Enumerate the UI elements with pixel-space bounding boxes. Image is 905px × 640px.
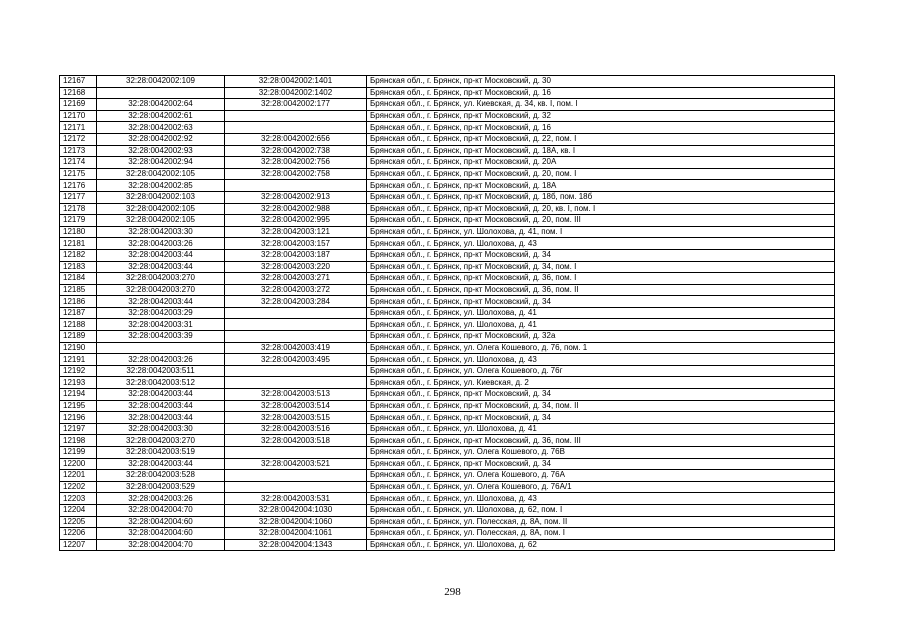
building-number-cell — [225, 365, 367, 377]
address-cell: Брянская обл., г. Брянск, пр-кт Московский, д. 20, пом. III — [367, 215, 835, 227]
table-row — [60, 273, 835, 285]
table-row — [60, 470, 835, 482]
building-number-cell: 32:28:0042002:988 — [225, 203, 367, 215]
address-cell: Брянская обл., г. Брянск, пр-кт Московский, д. 36, пом. III — [367, 435, 835, 447]
building-number-cell: 32:28:0042003:513 — [225, 389, 367, 401]
building-number-cell: 32:28:0042002:758 — [225, 168, 367, 180]
address-cell: Брянская обл., г. Брянск, ул. Олега Кошевого, д. 76, пом. 1 — [367, 342, 835, 354]
address-cell: Брянская обл., г. Брянск, ул. Шолохова, д. 43 — [367, 493, 835, 505]
record-number-cell: 12204 — [60, 504, 97, 516]
record-number-cell: 12171 — [60, 122, 97, 134]
address-cell: Брянская обл., г. Брянск, ул. Полесская, д. 8А, пом. II — [367, 516, 835, 528]
table-row — [60, 400, 835, 412]
address-cell: Брянская обл., г. Брянск, пр-кт Московский, д. 34 — [367, 389, 835, 401]
record-number-cell: 12180 — [60, 226, 97, 238]
building-number-cell: 32:28:0042002:913 — [225, 191, 367, 203]
record-number-cell: 12196 — [60, 412, 97, 424]
building-number-cell: 32:28:0042003:271 — [225, 273, 367, 285]
record-number-cell: 12169 — [60, 99, 97, 111]
building-number-cell — [225, 447, 367, 459]
address-cell: Брянская обл., г. Брянск, пр-кт Московский, д. 32 — [367, 110, 835, 122]
table-row — [60, 354, 835, 366]
land-parcel-number-cell: 32:28:0042003:44 — [97, 261, 225, 273]
land-parcel-number-cell: 32:28:0042003:30 — [97, 423, 225, 435]
land-parcel-number-cell: 32:28:0042004:60 — [97, 528, 225, 540]
record-number-cell: 12185 — [60, 284, 97, 296]
record-number-cell: 12207 — [60, 539, 97, 551]
address-cell: Брянская обл., г. Брянск, пр-кт Московский, д. 18А — [367, 180, 835, 192]
document-page — [59, 75, 835, 551]
building-number-cell — [225, 481, 367, 493]
building-number-cell: 32:28:0042002:1402 — [225, 87, 367, 99]
record-number-cell: 12176 — [60, 180, 97, 192]
address-cell: Брянская обл., г. Брянск, пр-кт Московский, д. 36, пом. II — [367, 284, 835, 296]
record-number-cell: 12188 — [60, 319, 97, 331]
land-parcel-number-cell: 32:28:0042003:44 — [97, 296, 225, 308]
building-number-cell: 32:28:0042002:656 — [225, 133, 367, 145]
land-parcel-number-cell: 32:28:0042002:92 — [97, 133, 225, 145]
table-row — [60, 365, 835, 377]
address-cell: Брянская обл., г. Брянск, ул. Олега Кошевого, д. 76г — [367, 365, 835, 377]
land-parcel-number-cell: 32:28:0042003:270 — [97, 284, 225, 296]
building-number-cell: 32:28:0042002:1401 — [225, 76, 367, 88]
building-number-cell: 32:28:0042002:756 — [225, 157, 367, 169]
land-parcel-number-cell — [97, 342, 225, 354]
address-cell: Брянская обл., г. Брянск, ул. Олега Кошевого, д. 76А/1 — [367, 481, 835, 493]
building-number-cell: 32:28:0042003:521 — [225, 458, 367, 470]
record-number-cell: 12198 — [60, 435, 97, 447]
table-row — [60, 226, 835, 238]
building-number-cell: 32:28:0042003:272 — [225, 284, 367, 296]
table-body — [60, 76, 835, 551]
record-number-cell: 12175 — [60, 168, 97, 180]
land-parcel-number-cell: 32:28:0042003:31 — [97, 319, 225, 331]
building-number-cell — [225, 377, 367, 389]
table-row — [60, 296, 835, 308]
table-row — [60, 191, 835, 203]
table-row — [60, 493, 835, 505]
building-number-cell: 32:28:0042002:995 — [225, 215, 367, 227]
address-cell: Брянская обл., г. Брянск, пр-кт Московский, д. 20, пом. I — [367, 168, 835, 180]
table-row — [60, 261, 835, 273]
record-number-cell: 12194 — [60, 389, 97, 401]
land-parcel-number-cell — [97, 87, 225, 99]
land-parcel-number-cell: 32:28:0042002:64 — [97, 99, 225, 111]
land-parcel-number-cell: 32:28:0042003:270 — [97, 273, 225, 285]
land-parcel-number-cell: 32:28:0042003:519 — [97, 447, 225, 459]
table-row — [60, 342, 835, 354]
address-cell: Брянская обл., г. Брянск, ул. Шолохова, д. 41, пом. I — [367, 226, 835, 238]
address-cell: Брянская обл., г. Брянск, пр-кт Московский, д. 20А — [367, 157, 835, 169]
address-cell: Брянская обл., г. Брянск, пр-кт Московский, д. 22, пом. I — [367, 133, 835, 145]
table-row — [60, 423, 835, 435]
land-parcel-number-cell: 32:28:0042003:270 — [97, 435, 225, 447]
land-parcel-number-cell: 32:28:0042003:30 — [97, 226, 225, 238]
record-number-cell: 12190 — [60, 342, 97, 354]
table-row — [60, 87, 835, 99]
address-cell: Брянская обл., г. Брянск, ул. Шолохова, д. 41 — [367, 423, 835, 435]
table-row — [60, 249, 835, 261]
record-number-cell: 12192 — [60, 365, 97, 377]
address-cell: Брянская обл., г. Брянск, пр-кт Московский, д. 34, пом. II — [367, 400, 835, 412]
table-row — [60, 76, 835, 88]
building-number-cell: 32:28:0042003:518 — [225, 435, 367, 447]
record-number-cell: 12174 — [60, 157, 97, 169]
building-number-cell: 32:28:0042003:121 — [225, 226, 367, 238]
land-parcel-number-cell: 32:28:0042002:103 — [97, 191, 225, 203]
building-number-cell: 32:28:0042003:284 — [225, 296, 367, 308]
table-row — [60, 238, 835, 250]
building-number-cell: 32:28:0042003:515 — [225, 412, 367, 424]
table-row — [60, 307, 835, 319]
table-row — [60, 133, 835, 145]
address-cell: Брянская обл., г. Брянск, ул. Шолохова, д. 43 — [367, 354, 835, 366]
land-parcel-number-cell: 32:28:0042003:29 — [97, 307, 225, 319]
land-parcel-number-cell: 32:28:0042003:26 — [97, 238, 225, 250]
record-number-cell: 12201 — [60, 470, 97, 482]
record-number-cell: 12205 — [60, 516, 97, 528]
table-row — [60, 215, 835, 227]
address-cell: Брянская обл., г. Брянск, пр-кт Московский, д. 34 — [367, 296, 835, 308]
record-number-cell: 12177 — [60, 191, 97, 203]
record-number-cell: 12178 — [60, 203, 97, 215]
table-row — [60, 180, 835, 192]
address-cell: Брянская обл., г. Брянск, ул. Олега Кошевого, д. 76А — [367, 470, 835, 482]
record-number-cell: 12197 — [60, 423, 97, 435]
building-number-cell: 32:28:0042004:1030 — [225, 504, 367, 516]
building-number-cell — [225, 307, 367, 319]
table-row — [60, 528, 835, 540]
record-number-cell: 12167 — [60, 76, 97, 88]
table-row — [60, 168, 835, 180]
record-number-cell: 12168 — [60, 87, 97, 99]
address-cell: Брянская обл., г. Брянск, пр-кт Московский, д. 34, пом. I — [367, 261, 835, 273]
address-cell: Брянская обл., г. Брянск, ул. Шолохова, д. 41 — [367, 319, 835, 331]
address-cell: Брянская обл., г. Брянск, пр-кт Московский, д. 18А, кв. I — [367, 145, 835, 157]
building-number-cell: 32:28:0042003:187 — [225, 249, 367, 261]
record-number-cell: 12187 — [60, 307, 97, 319]
building-number-cell — [225, 470, 367, 482]
address-cell: Брянская обл., г. Брянск, пр-кт Московский, д. 30 — [367, 76, 835, 88]
table-row — [60, 110, 835, 122]
land-parcel-number-cell: 32:28:0042002:109 — [97, 76, 225, 88]
table-row — [60, 412, 835, 424]
table-row — [60, 122, 835, 134]
cadastral-table — [59, 75, 835, 551]
address-cell: Брянская обл., г. Брянск, ул. Шолохова, д. 41 — [367, 307, 835, 319]
record-number-cell: 12189 — [60, 331, 97, 343]
record-number-cell: 12182 — [60, 249, 97, 261]
building-number-cell: 32:28:0042003:531 — [225, 493, 367, 505]
land-parcel-number-cell: 32:28:0042003:529 — [97, 481, 225, 493]
record-number-cell: 12181 — [60, 238, 97, 250]
table-row — [60, 539, 835, 551]
table-row — [60, 389, 835, 401]
address-cell: Брянская обл., г. Брянск, ул. Олега Кошевого, д. 76В — [367, 447, 835, 459]
building-number-cell — [225, 180, 367, 192]
record-number-cell: 12193 — [60, 377, 97, 389]
address-cell: Брянская обл., г. Брянск, пр-кт Московский, д. 20, кв. I, пом. I — [367, 203, 835, 215]
address-cell: Брянская обл., г. Брянск, ул. Шолохова, д. 43 — [367, 238, 835, 250]
building-number-cell — [225, 331, 367, 343]
land-parcel-number-cell: 32:28:0042004:60 — [97, 516, 225, 528]
record-number-cell: 12184 — [60, 273, 97, 285]
address-cell: Брянская обл., г. Брянск, ул. Шолохова, д. 62 — [367, 539, 835, 551]
record-number-cell: 12202 — [60, 481, 97, 493]
table-row — [60, 331, 835, 343]
table-row — [60, 458, 835, 470]
record-number-cell: 12206 — [60, 528, 97, 540]
land-parcel-number-cell: 32:28:0042002:63 — [97, 122, 225, 134]
table-row — [60, 504, 835, 516]
land-parcel-number-cell: 32:28:0042003:511 — [97, 365, 225, 377]
land-parcel-number-cell: 32:28:0042004:70 — [97, 504, 225, 516]
table-row — [60, 203, 835, 215]
table-row — [60, 435, 835, 447]
land-parcel-number-cell: 32:28:0042003:44 — [97, 389, 225, 401]
land-parcel-number-cell: 32:28:0042002:105 — [97, 215, 225, 227]
land-parcel-number-cell: 32:28:0042003:512 — [97, 377, 225, 389]
record-number-cell: 12179 — [60, 215, 97, 227]
building-number-cell: 32:28:0042004:1060 — [225, 516, 367, 528]
record-number-cell: 12195 — [60, 400, 97, 412]
land-parcel-number-cell: 32:28:0042002:94 — [97, 157, 225, 169]
building-number-cell: 32:28:0042003:495 — [225, 354, 367, 366]
address-cell: Брянская обл., г. Брянск, ул. Киевская, д. 34, кв. I, пом. I — [367, 99, 835, 111]
address-cell: Брянская обл., г. Брянск, ул. Полесская, д. 8А, пом. I — [367, 528, 835, 540]
record-number-cell: 12183 — [60, 261, 97, 273]
address-cell: Брянская обл., г. Брянск, пр-кт Московский, д. 16 — [367, 87, 835, 99]
table-row — [60, 447, 835, 459]
land-parcel-number-cell: 32:28:0042003:26 — [97, 354, 225, 366]
building-number-cell: 32:28:0042002:177 — [225, 99, 367, 111]
address-cell: Брянская обл., г. Брянск, пр-кт Московский, д. 36, пом. I — [367, 273, 835, 285]
land-parcel-number-cell: 32:28:0042002:85 — [97, 180, 225, 192]
record-number-cell: 12199 — [60, 447, 97, 459]
address-cell: Брянская обл., г. Брянск, ул. Шолохова, д. 62, пом. I — [367, 504, 835, 516]
address-cell: Брянская обл., г. Брянск, пр-кт Московский, д. 34 — [367, 458, 835, 470]
address-cell: Брянская обл., г. Брянск, ул. Киевская, д. 2 — [367, 377, 835, 389]
land-parcel-number-cell: 32:28:0042002:105 — [97, 168, 225, 180]
address-cell: Брянская обл., г. Брянск, пр-кт Московский, д. 32а — [367, 331, 835, 343]
building-number-cell: 32:28:0042003:220 — [225, 261, 367, 273]
table-row — [60, 145, 835, 157]
table-row — [60, 284, 835, 296]
land-parcel-number-cell: 32:28:0042002:105 — [97, 203, 225, 215]
building-number-cell — [225, 110, 367, 122]
building-number-cell: 32:28:0042003:516 — [225, 423, 367, 435]
table-row — [60, 157, 835, 169]
land-parcel-number-cell: 32:28:0042003:44 — [97, 458, 225, 470]
address-cell: Брянская обл., г. Брянск, пр-кт Московский, д. 18б, пом. 18б — [367, 191, 835, 203]
land-parcel-number-cell: 32:28:0042003:528 — [97, 470, 225, 482]
land-parcel-number-cell: 32:28:0042004:70 — [97, 539, 225, 551]
record-number-cell: 12172 — [60, 133, 97, 145]
building-number-cell: 32:28:0042003:514 — [225, 400, 367, 412]
building-number-cell: 32:28:0042003:419 — [225, 342, 367, 354]
land-parcel-number-cell: 32:28:0042003:39 — [97, 331, 225, 343]
table-row — [60, 516, 835, 528]
record-number-cell: 12173 — [60, 145, 97, 157]
land-parcel-number-cell: 32:28:0042002:61 — [97, 110, 225, 122]
building-number-cell: 32:28:0042003:157 — [225, 238, 367, 250]
land-parcel-number-cell: 32:28:0042002:93 — [97, 145, 225, 157]
record-number-cell: 12203 — [60, 493, 97, 505]
land-parcel-number-cell: 32:28:0042003:44 — [97, 400, 225, 412]
address-cell: Брянская обл., г. Брянск, пр-кт Московский, д. 34 — [367, 249, 835, 261]
table-row — [60, 319, 835, 331]
land-parcel-number-cell: 32:28:0042003:26 — [97, 493, 225, 505]
building-number-cell: 32:28:0042004:1061 — [225, 528, 367, 540]
land-parcel-number-cell: 32:28:0042003:44 — [97, 412, 225, 424]
address-cell: Брянская обл., г. Брянск, пр-кт Московский, д. 16 — [367, 122, 835, 134]
page-number: 298 — [444, 586, 461, 598]
record-number-cell: 12191 — [60, 354, 97, 366]
building-number-cell — [225, 319, 367, 331]
table-row — [60, 377, 835, 389]
land-parcel-number-cell: 32:28:0042003:44 — [97, 249, 225, 261]
record-number-cell: 12186 — [60, 296, 97, 308]
table-row — [60, 99, 835, 111]
building-number-cell — [225, 122, 367, 134]
table-row — [60, 481, 835, 493]
address-cell: Брянская обл., г. Брянск, пр-кт Московский, д. 34 — [367, 412, 835, 424]
record-number-cell: 12200 — [60, 458, 97, 470]
building-number-cell: 32:28:0042004:1343 — [225, 539, 367, 551]
building-number-cell: 32:28:0042002:738 — [225, 145, 367, 157]
record-number-cell: 12170 — [60, 110, 97, 122]
